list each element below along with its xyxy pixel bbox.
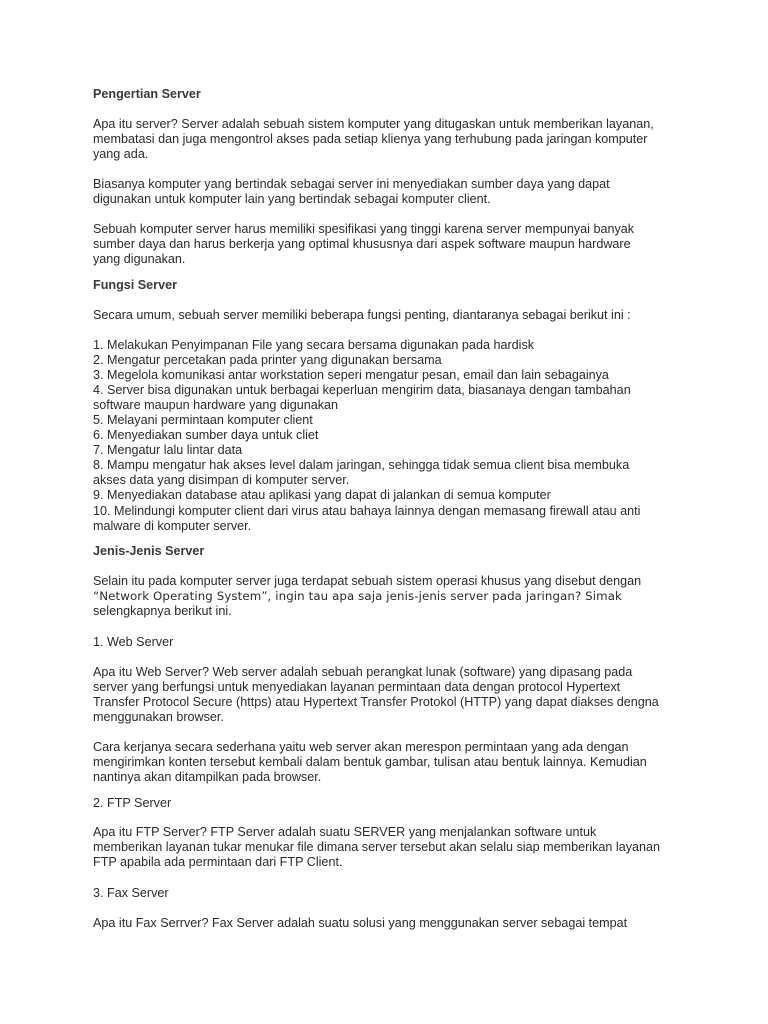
paragraph-line: membatasi dan juga mengontrol akses pada setiap klienya yang terhubung pada jaringan komputer — [93, 132, 648, 146]
list-item: 5. Melayani permintaan komputer client — [93, 413, 313, 427]
list-item: 3. Megelola komunikasi antar workstation seperi mengatur pesan, email dan lain sebagainya — [93, 368, 609, 382]
paragraph-line: sumber daya dan harus berkerja yang optimal khususnya dari aspek software maupun hardware — [93, 237, 631, 251]
paragraph-line: Selain itu pada komputer server juga terdapat sebuah sistem operasi khusus yang disebut dengan — [93, 574, 642, 588]
list-item: 10. Melindungi komputer client dari virus atau bahaya lainnya dengan memasang firewall atau anti — [93, 504, 641, 518]
paragraph-line: Sebuah komputer server harus memiliki spesifikasi yang tinggi karena server mempunyai banyak — [93, 222, 635, 236]
paragraph-line: selengkapnya berikut ini. — [93, 604, 232, 618]
list-item: 4. Server bisa digunakan untuk berbagai keperluan mengirim data, biasanaya dengan tambahan — [93, 383, 631, 397]
list-item: 8. Mampu mengatur hak akses level dalam jaringan, sehingga tidak semua client bisa membuka — [93, 458, 630, 472]
paragraph-line: FTP apabila ada permintaan dari FTP Client. — [93, 855, 343, 869]
heading-jenis-jenis-server: Jenis-Jenis Server — [93, 544, 205, 558]
subheading-web-server: 1. Web Server — [93, 635, 174, 649]
list-item: 7. Mengatur lalu lintar data — [93, 443, 243, 457]
paragraph-line: nantinya akan ditampilkan pada browser. — [93, 770, 322, 784]
list-item: 1. Melakukan Penyimpanan File yang secara bersama digunakan pada hardisk — [93, 338, 535, 352]
paragraph-line: memberikan layanan tukar menukar file dimana server tersebut akan selalu siap memberikan layanan — [93, 840, 661, 854]
paragraph-line: Apa itu FTP Server? FTP Server adalah suatu SERVER yang menjalankan software untuk — [93, 825, 597, 839]
paragraph-line: menggunakan browser. — [93, 710, 224, 724]
paragraph-line: Biasanya komputer yang bertindak sebagai server ini menyediakan sumber daya yang dapat — [93, 177, 610, 191]
paragraph-line: Secara umum, sebuah server memiliki beberapa fungsi penting, diantaranya sebagai berikut ini : — [93, 308, 631, 322]
heading-fungsi-server: Fungsi Server — [93, 278, 177, 292]
paragraph-line: Cara kerjanya secara sederhana yaitu web server akan merespon permintaan yang ada dengan — [93, 740, 629, 754]
list-item: 9. Menyediakan database atau aplikasi yang dapat di jalankan di semua komputer — [93, 488, 551, 502]
paragraph-line: Transfer Protocol Secure (https) atau Hypertext Transfer Protokol (HTTP) yang dapat diakses dengna — [93, 695, 659, 709]
list-item-continuation: malware di komputer server. — [93, 519, 252, 533]
list-item: 6. Menyediakan sumber daya untuk cliet — [93, 428, 319, 442]
paragraph-line: “Network Operating System”, ingin tau apa saja jenis-jenis server pada jaringan? Simak — [93, 589, 622, 603]
paragraph-line: server yang berfungsi untuk menyediakan layanan permintaan data dengan protocol Hypertext — [93, 680, 621, 694]
list-item-continuation: software maupun hardware yang digunakan — [93, 398, 339, 412]
list-item-continuation: akses data yang disimpan di komputer server. — [93, 473, 350, 487]
paragraph-line: mengirimkan konten tersebut kembali dalam bentuk gambar, tulisan atau bentuk lainnya. Kemudian — [93, 755, 647, 769]
heading-pengertian-server: Pengertian Server — [93, 87, 201, 101]
paragraph-line: Apa itu Web Server? Web server adalah sebuah perangkat lunak (software) yang dipasang pada — [93, 665, 633, 679]
paragraph-line: yang digunakan. — [93, 252, 186, 266]
list-item: 2. Mengatur percetakan pada printer yang digunakan bersama — [93, 353, 442, 367]
paragraph-line: yang ada. — [93, 147, 149, 161]
subheading-fax-server: 3. Fax Server — [93, 886, 169, 900]
paragraph-line: digunakan untuk komputer lain yang bertindak sebagai komputer client. — [93, 192, 491, 206]
paragraph-line: Apa itu Fax Serrver? Fax Server adalah suatu solusi yang menggunakan server sebagai tempat — [93, 916, 628, 930]
paragraph-line: Apa itu server? Server adalah sebuah sistem komputer yang ditugaskan untuk memberikan layanan, — [93, 117, 654, 131]
subheading-ftp-server: 2. FTP Server — [93, 796, 172, 810]
